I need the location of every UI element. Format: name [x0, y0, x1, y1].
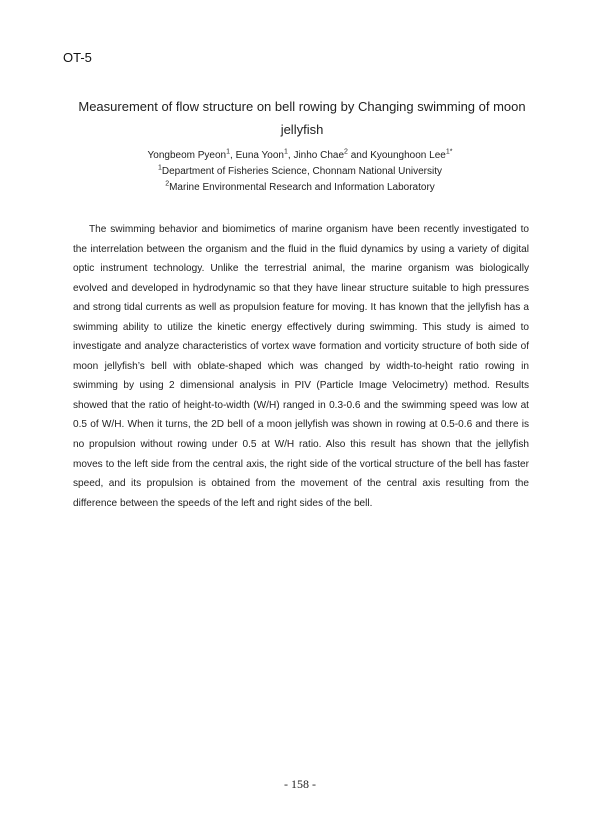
author-name: Yongbeom Pyeon: [147, 150, 227, 161]
affiliation-text: Marine Environmental Research and Information Laboratory: [169, 182, 435, 193]
author-separator: ,: [287, 150, 294, 161]
author-affiliation-mark: 1: [283, 148, 288, 156]
author-name: Kyounghoon Lee: [370, 150, 446, 161]
affiliation-mark: 1: [157, 164, 162, 172]
abstract-paragraph: The swimming behavior and biomimetics of marine organism have been recently investigated to the interrelation between the organism and the fluid in the fluid dynamics by using a variety of digital optic instrument technology. Unlike the terrestrial animal, the marine organism was biologically evolved and developed in hydrodynamic so that they have linear structure suitable to high pressures and strong tidal currents as well as propulsion feature for moving. It has known that the jellyfish has a swimming ability to utilize the kinetic energy effectively during swimming. This study is aimed to investigate and analyze characteristics of vortex wave formation and vorticity structure of both side of moon jellyfish’s bell with oblate-shaped which was changed by width-to-height ratio rowing in swimming by using 2 dimensional analysis in PIV (Particle Image Velocimetry) method. Results showed that the ratio of height-to-width (W/H) ranged in 0.3-0.6 and the swimming speed was low at 0.5 of W/H. When it turns, the 2D bell of a moon jellyfish was shown in rowing at 0.5-0.6 and there is no propulsion without rowing under 0.5 at W/H ratio. Also this result has shown that the jellyfish moves to the left side from the central axis, the right side of the vortical structure of the bell has faster speed, and its propulsion is obtained from the movement of the central axis resulting from the difference between the speeds of the left and right sides of the bell.: [73, 224, 529, 509]
affiliation-line: [60, 164, 540, 180]
page-number: - 158 -: [284, 777, 316, 791]
session-code: OT-5: [63, 50, 92, 65]
author-block: [60, 148, 540, 196]
affiliation-mark: 2: [165, 180, 170, 188]
affiliation-line: [60, 180, 540, 196]
author-name: Euna Yoon: [235, 150, 284, 161]
author-separator: ,: [230, 150, 236, 161]
author-separator: and: [347, 150, 371, 161]
affiliation-text: Department of Fisheries Science, Chonnam National University: [161, 166, 443, 177]
paper-title: Measurement of flow structure on bell rowing by Changing swimming of moon jellyfish: [78, 99, 526, 137]
author-affiliation-mark: 1*: [445, 148, 453, 156]
author-affiliation-mark: 2: [344, 148, 348, 156]
author-affiliation-mark: 1: [226, 148, 231, 156]
author-name: Jinho Chae: [293, 150, 345, 161]
author-list: [60, 148, 540, 164]
